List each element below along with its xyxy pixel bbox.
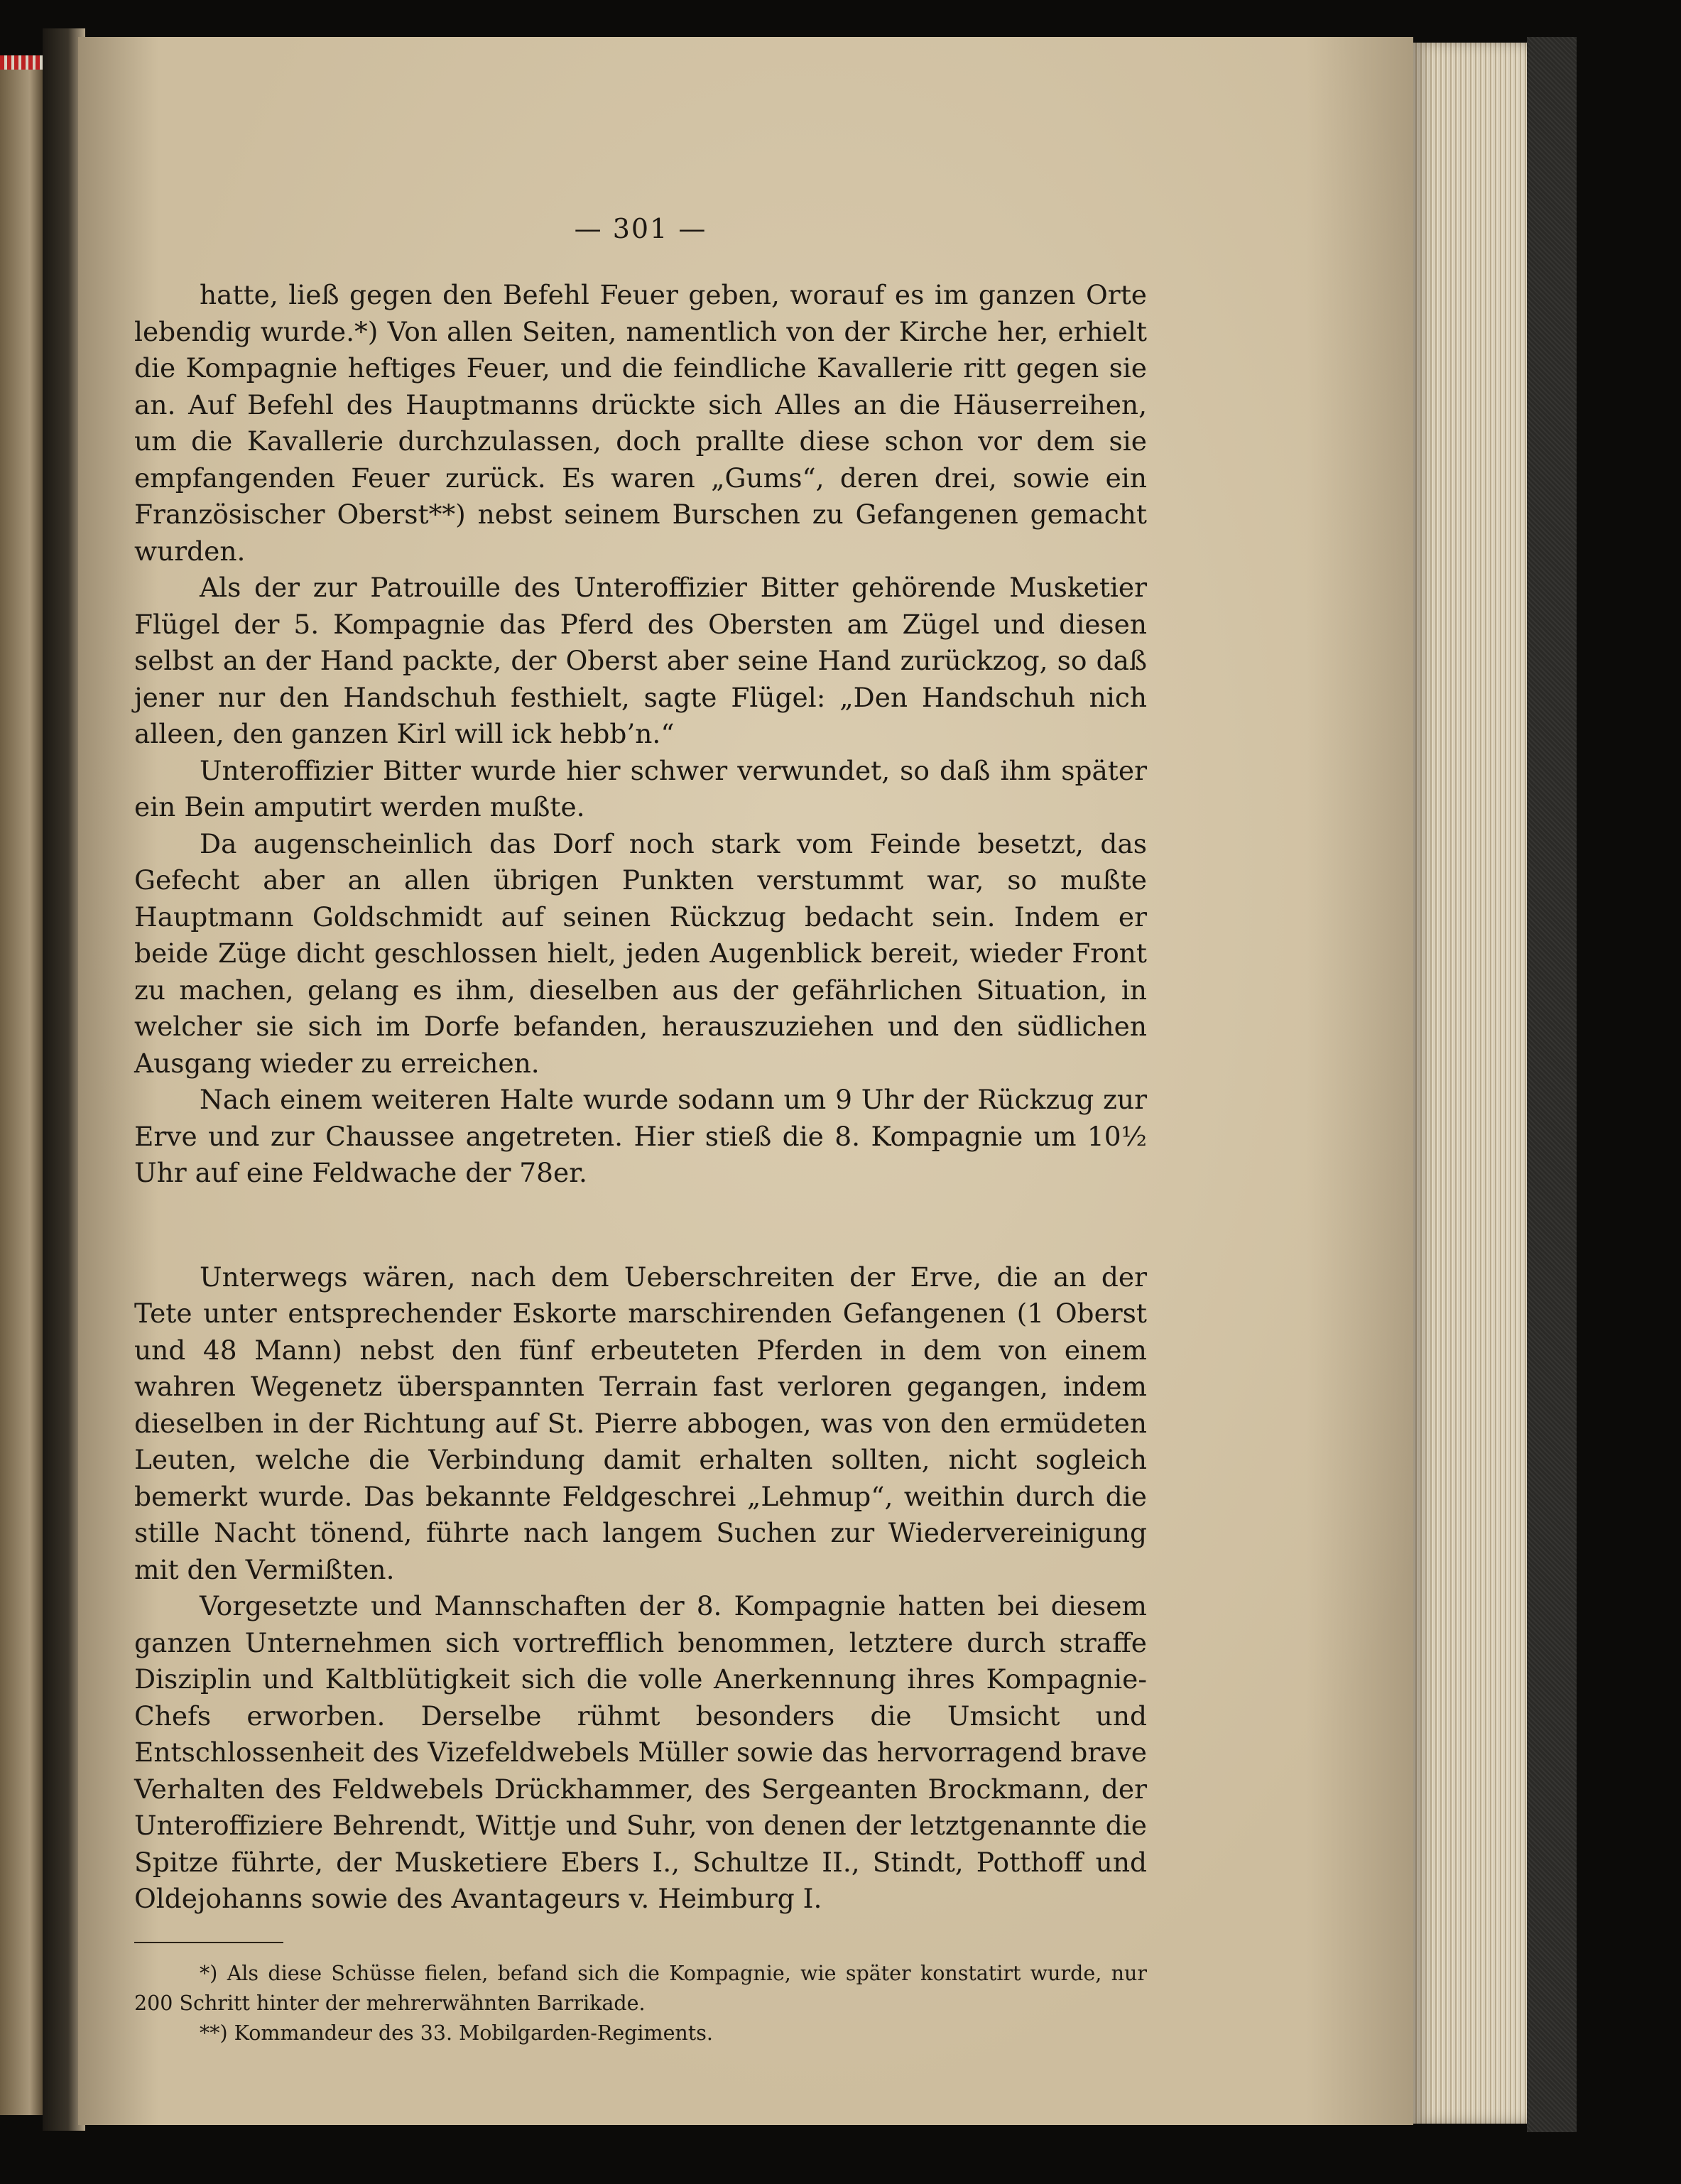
footnote: **) Kommandeur des 33. Mobilgarden-Regiments. <box>200 2021 713 2045</box>
section-gap <box>134 1192 1147 1259</box>
footnote-divider <box>134 1942 283 1943</box>
paragraph: Als der zur Patrouille des Unteroffizier Bitter gehörende Musketier Flügel der 5. Kompagnie das Pferd des Obersten am Zügel und diesen selbst an der Hand packte, der Oberst aber seine Hand zurückzog, so daß jener nur den Handschuh festhielt, sagte Flügel: „Den Handschuh nich alleen, den ganzen Kirl will ick hebb’n.“ <box>134 572 1147 749</box>
book-cover-board <box>1527 37 1577 2132</box>
paragraph: Nach einem weiteren Halte wurde sodann um 9 Uhr der Rückzug zur Erve und zur Chaussee angetreten. Hier stieß die 8. Kompagnie um 10½ Uhr auf eine Feldwache der 78er. <box>134 1084 1147 1188</box>
paragraph: Da augenscheinlich das Dorf noch stark vom Feinde besetzt, das Gefecht aber an allen übrigen Punkten verstummt war, so mußte Hauptmann Goldschmidt auf seinen Rückzug bedacht sein. Indem er beide Züge dicht geschlossen hielt, jeden Augenblick bereit, wieder Front zu machen, gelang es ihm, dieselben aus der gefährlichen Situation, in welcher sie sich im Dorfe befanden, herauszuziehen und den südlichen Ausgang wieder zu erreichen. <box>134 827 1147 1079</box>
paragraph: Unteroffizier Bitter wurde hier schwer verwundet, so daß ihm später ein Bein amputirt werden mußte. <box>134 754 1147 822</box>
paragraph: hatte, ließ gegen den Befehl Feuer geben, worauf es im ganzen Orte lebendig wurde.*) Von allen Seiten, namentlich von der Kirche her, erhielt die Kompagnie heftiges Feuer, und die feindliche Kavallerie ritt gegen sie an. Auf Befehl des Hauptmanns drückte sich Alles an die Häuserreihen, um die Kavallerie durchzulassen, doch prallte diese schon vor dem sie empfangenden Feuer zurück. Es waren „Gums“, deren drei, sowie ein Französischer Oberst**) nebst seinem Burschen zu Gefangenen gemacht wurden. <box>134 279 1147 567</box>
footnote: *) Als diese Schüsse fielen, befand sich die Kompagnie, wie später konstatirt wurde, nur 200 Schritt hinter der mehrerwähnten Barrikade. <box>134 1961 1147 2015</box>
facing-page-bookmark-edge <box>0 55 43 70</box>
page-text-block <box>134 213 1147 2048</box>
paragraph: Unterwegs wären, nach dem Ueberschreiten der Erve, die an der Tete unter entsprechender Eskorte marschirenden Gefangenen (1 Oberst und 48 Mann) nebst den fünf erbeuteten Pferden in dem von einem wahren Wegenetz überspannten Terrain fast verloren gegangen, indem dieselben in der Richtung auf St. Pierre abbogen, was von den ermüdeten Leuten, welche die Verbindung damit erhalten sollten, nicht sogleich bemerkt wurde. Das bekannte Feldgeschrei „Lehmup“, weithin durch die stille Nacht tönend, führte nach langem Suchen zur Wiedervereinigung mit den Vermißten. <box>134 1261 1147 1585</box>
paragraph: Vorgesetzte und Mannschaften der 8. Kompagnie hatten bei diesem ganzen Unternehmen sich vortrefflich benommen, letztere durch straffe Disziplin und Kaltblütigkeit sich die volle Anerkennung ihres Kompagnie-Chefs erworben. Derselbe rühmt besonders die Umsicht und Entschlossenheit des Vizefeldwebels Müller sowie das hervorragend brave Verhalten des Feldwebels Drückhammer, des Sergeanten Brockmann, der Unteroffiziere Behrendt, Wittje und Suhr, von denen der letztgenannte die Spitze führte, der Musketiere Ebers I., Schultze II., Stindt, Potthoff und Oldejohanns sowie des Avantageurs v. Heimburg I. <box>134 1590 1147 1914</box>
facing-page-edge <box>0 55 43 2115</box>
page-number: — 301 — <box>574 213 707 244</box>
